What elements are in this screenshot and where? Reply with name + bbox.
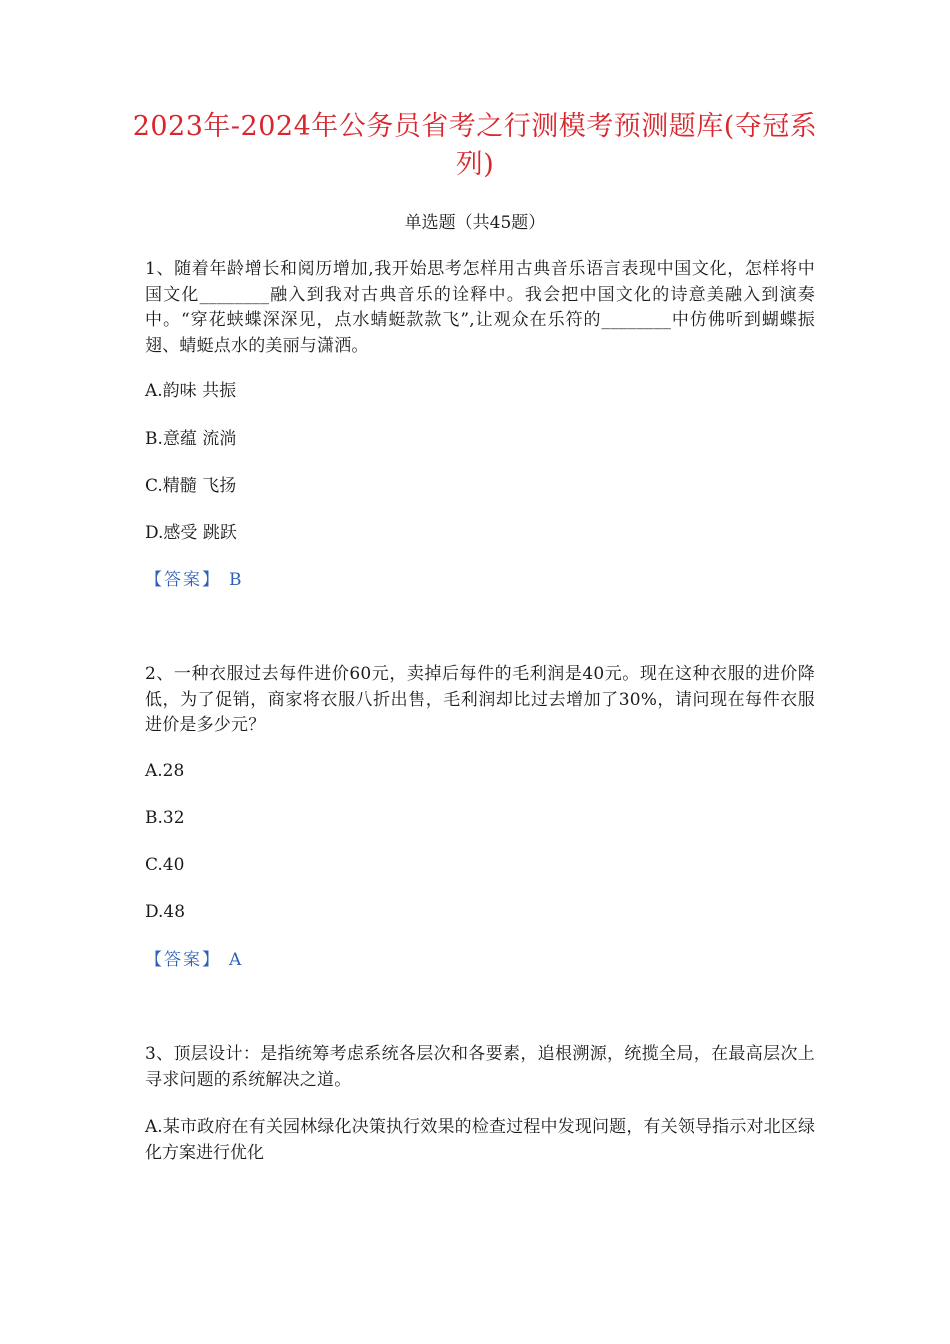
section-heading: 单选题（共45题） [404, 213, 546, 233]
answer-label: 【答案】 [145, 950, 221, 970]
question-2-option-c: C.40 [145, 855, 185, 875]
answer-value: B [229, 570, 242, 590]
answer-value: A [229, 950, 242, 970]
question-1-option-b: B.意蕴 流淌 [145, 429, 237, 449]
answer-label: 【答案】 [145, 570, 221, 590]
question-2-stem: 2、一种衣服过去每件进价60元，卖掉后每件的毛利润是40元。现在这种衣服的进价降低，为了促销，商家将衣服八折出售，毛利润却比过去增加了30%，请问现在每件衣服进价是多少元？ [145, 664, 815, 735]
question-2-option-b: B.32 [145, 808, 185, 828]
document-title: 2023年-2024年公务员省考之行测模考预测题库(夺冠系列) [132, 111, 818, 180]
question-1-option-a: A.韵味 共振 [145, 381, 237, 401]
question-1-option-d: D.感受 跳跃 [145, 523, 237, 543]
question-3-option-a: A.某市政府在有关园林绿化决策执行效果的检查过程中发现问题，有关领导指示对北区绿化方案进行优化 [145, 1117, 815, 1163]
question-2-answer [145, 948, 241, 972]
question-2-option-d: D.48 [145, 902, 186, 922]
question-1-answer [145, 568, 242, 592]
question-3-stem: 3、顶层设计：是指统筹考虑系统各层次和各要素，追根溯源，统揽全局，在最高层次上寻求问题的系统解决之道。 [145, 1044, 815, 1090]
question-2-option-a: A.28 [145, 761, 185, 781]
question-1-stem: 1、随着年龄增长和阅历增加,我开始思考怎样用古典音乐语言表现中国文化，怎样将中国文化________融入到我对古典音乐的诠释中。我会把中国文化的诗意美融入到演奏中。“穿花蛱蝶深深见，点水蜻蜓款款飞”,让观众在乐符的________中仿佛听到蝴蝶振翅、蜻蜓点水的美丽与潇洒。 [145, 259, 815, 356]
question-1-option-c: C.精髓 飞扬 [145, 476, 237, 496]
